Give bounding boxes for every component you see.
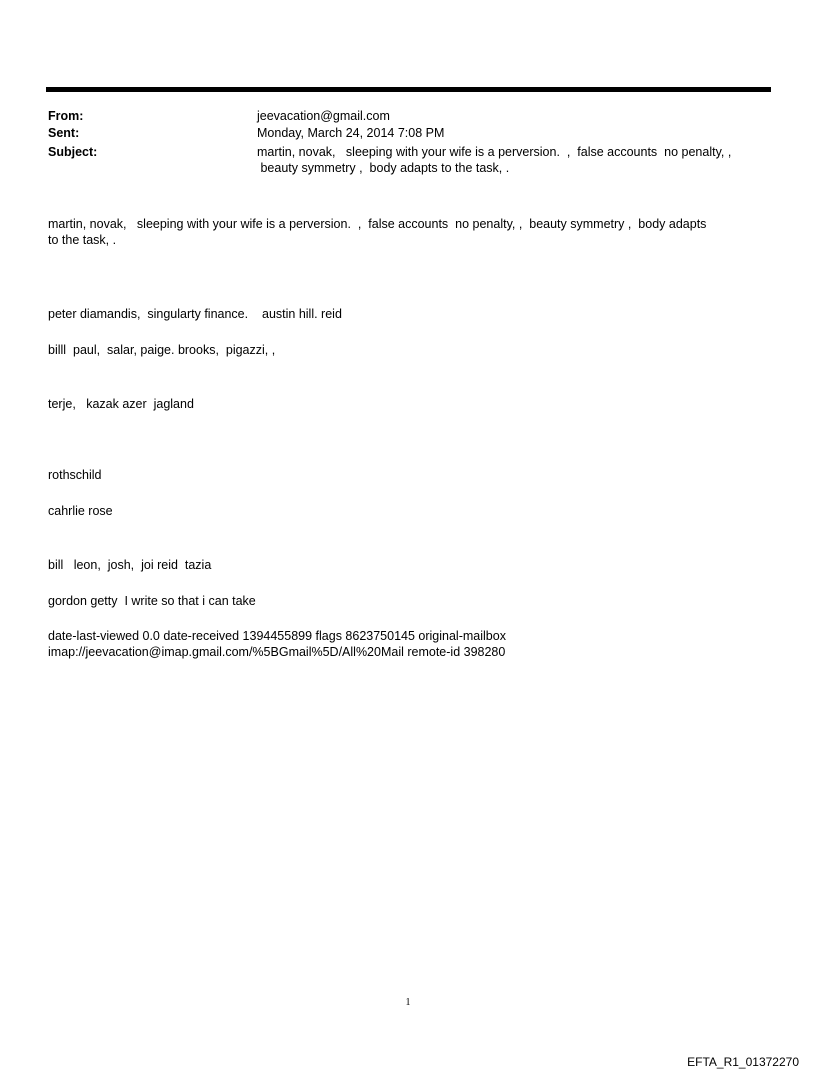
body-paragraph-8: gordon getty I write so that i can take (48, 594, 256, 608)
body-paragraph-2: peter diamandis, singularty finance. austin hill. reid (48, 307, 342, 321)
body-paragraph-6: cahrlie rose (48, 504, 113, 518)
body-paragraph-4: terje, kazak azer jagland (48, 397, 194, 411)
from-label: From: (48, 109, 84, 123)
subject-label: Subject: (48, 145, 98, 159)
body-paragraph-3: billl paul, salar, paige. brooks, pigazzi, , (48, 343, 276, 357)
sent-value: Monday, March 24, 2014 7:08 PM (257, 126, 445, 140)
body-paragraph-metadata: date-last-viewed 0.0 date-received 1394455899 flags 8623750145 original-mailbox imap://jeevacation@imap.gmail.com/%5BGmail%5D/All%20Mail remote-id 398280 (48, 629, 506, 659)
body-paragraph-7: bill leon, josh, joi reid tazia (48, 558, 212, 572)
body-paragraph-5: rothschild (48, 468, 102, 482)
document-id: EFTA_R1_01372270 (687, 1055, 799, 1069)
header-rule (46, 87, 771, 92)
from-value: jeevacation@gmail.com (257, 109, 390, 123)
subject-value: martin, novak, sleeping with your wife is a perversion. , false accounts no penalty, , beauty symmetry , body adapts to the task, . (257, 145, 732, 175)
body-paragraph-1: martin, novak, sleeping with your wife is a perversion. , false accounts no penalty, , beauty symmetry , body adapts to the task, . (48, 217, 707, 247)
page-number: 1 (405, 997, 411, 1008)
sent-label: Sent: (48, 126, 80, 140)
